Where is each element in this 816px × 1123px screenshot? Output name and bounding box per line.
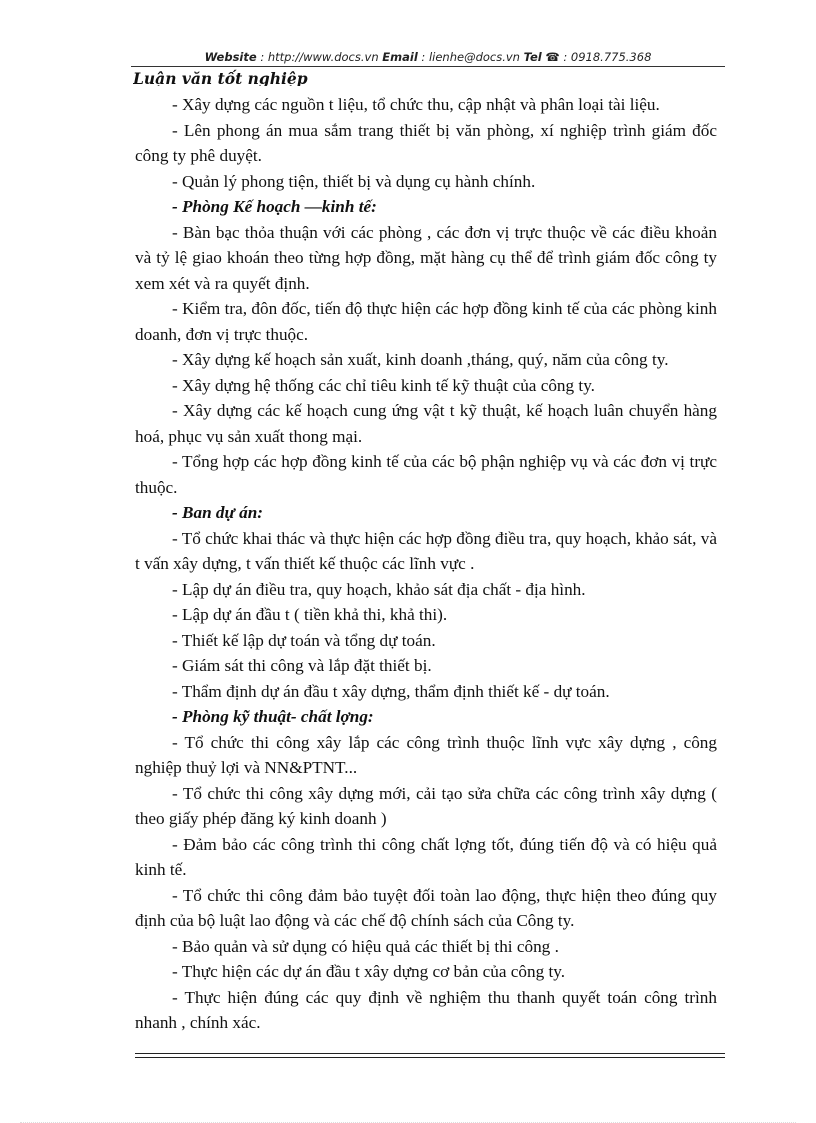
paragraph: - Thẩm định dự án đầu t xây dựng, thẩm định thiết kế - dự toán. <box>172 681 610 701</box>
paragraph: - Quản lý phong tiện, thiết bị và dụng cụ hành chính. <box>172 171 536 191</box>
paragraph: - Giám sát thi công và lắp đặt thiết bị. <box>172 656 432 675</box>
phone-icon: ☎ <box>545 50 560 64</box>
paragraph: - Bàn bạc thỏa thuận với các phòng , các đơn vị trực thuộc về các điều khoản và tỷ lệ giao khoán theo từng hợp đồng, mặt hàng cụ thể để trình giám đốc công ty xem xét và ra quyết định. <box>135 222 717 293</box>
tel-label: Tel <box>523 50 542 64</box>
paragraph: - Tổ chức thi công xây lắp các công trình thuộc lĩnh vực xây dựng , công nghiệp thuỷ lợi và NN&PTNT... <box>135 732 717 777</box>
paragraph: - Thực hiện các dự án đầu t xây dựng cơ bản của công ty. <box>172 962 566 981</box>
paragraph: - Tổ chức thi công đảm bảo tuyệt đối toàn lao động, thực hiện theo đúng quy định của bộ luật lao động và các chế độ chính sách của Công ty. <box>135 885 717 930</box>
tel-value: : 0918.775.368 <box>559 50 652 64</box>
paragraph: - Thực hiện đúng các quy định về nghiệm thu thanh quyết toán công trình nhanh , chính xác. <box>135 987 717 1032</box>
footer-divider-top <box>135 1053 725 1054</box>
email-value: : lienhe@docs.vn <box>417 50 524 64</box>
website-value: : http://www.docs.vn <box>256 50 383 64</box>
paragraph: - Lập dự án điều tra, quy hoạch, khảo sát địa chất - địa hình. <box>172 579 586 599</box>
running-title: Luận văn tốt nghiệp <box>133 69 308 86</box>
paragraph: - Xây dựng kế hoạch sản xuất, kinh doanh ,tháng, quý, năm của công ty. <box>172 350 669 369</box>
paragraph: - Xây dựng hệ thống các chỉ tiêu kinh tế kỹ thuật của công ty. <box>172 375 595 395</box>
section-heading: - Phòng Kế hoạch —kinh tế: <box>172 197 377 216</box>
footer-divider-bottom <box>135 1057 725 1058</box>
paragraph: - Xây dựng các kế hoạch cung ứng vật t kỹ thuật, kế hoạch luân chuyển hàng hoá, phục vụ sản xuất thong mại. <box>135 401 717 446</box>
website-label: Website <box>204 50 257 64</box>
site-header <box>131 50 725 64</box>
header-divider <box>131 66 725 67</box>
paragraph: - Bảo quản và sử dụng có hiệu quả các thiết bị thi công . <box>172 936 559 956</box>
paragraph: - Xây dựng các nguồn t liệu, tổ chức thu, cập nhật và phân loại tài liệu. <box>172 95 660 114</box>
email-label: Email <box>382 50 418 64</box>
paragraph: - Lên phong án mua sắm trang thiết bị văn phòng, xí nghiệp trình giám đốc công ty phê duyệt. <box>135 120 717 165</box>
paragraph: - Kiểm tra, đôn đốc, tiến độ thực hiện các hợp đồng kinh tế của các phòng kinh doanh, đơn vị trực thuộc. <box>135 299 717 344</box>
paragraph: - Tổ chức thi công xây dựng mới, cải tạo sửa chữa các công trình xây dựng ( theo giấy phép đăng ký kinh doanh ) <box>135 783 717 828</box>
paragraph: - Thiết kế lập dự toán và tổng dự toán. <box>172 630 436 650</box>
section-heading: - Phòng kỹ thuật- chất lợng: <box>172 707 374 726</box>
section-heading: - Ban dự án: <box>172 503 263 522</box>
paragraph: - Tổ chức khai thác và thực hiện các hợp đồng điều tra, quy hoạch, khảo sát, và t vấn xây dựng, t vấn thiết kế thuộc các lĩnh vực . <box>135 528 717 573</box>
paragraph: - Lập dự án đầu t ( tiền khả thi, khả thi). <box>172 605 448 624</box>
paragraph: - Tổng hợp các hợp đồng kinh tế của các bộ phận nghiệp vụ và các đơn vị trực thuộc. <box>135 452 717 497</box>
document-body <box>135 92 717 1036</box>
paragraph: - Đảm bảo các công trình thi công chất lợng tốt, đúng tiến độ và có hiệu quả kinh tế. <box>135 834 717 879</box>
